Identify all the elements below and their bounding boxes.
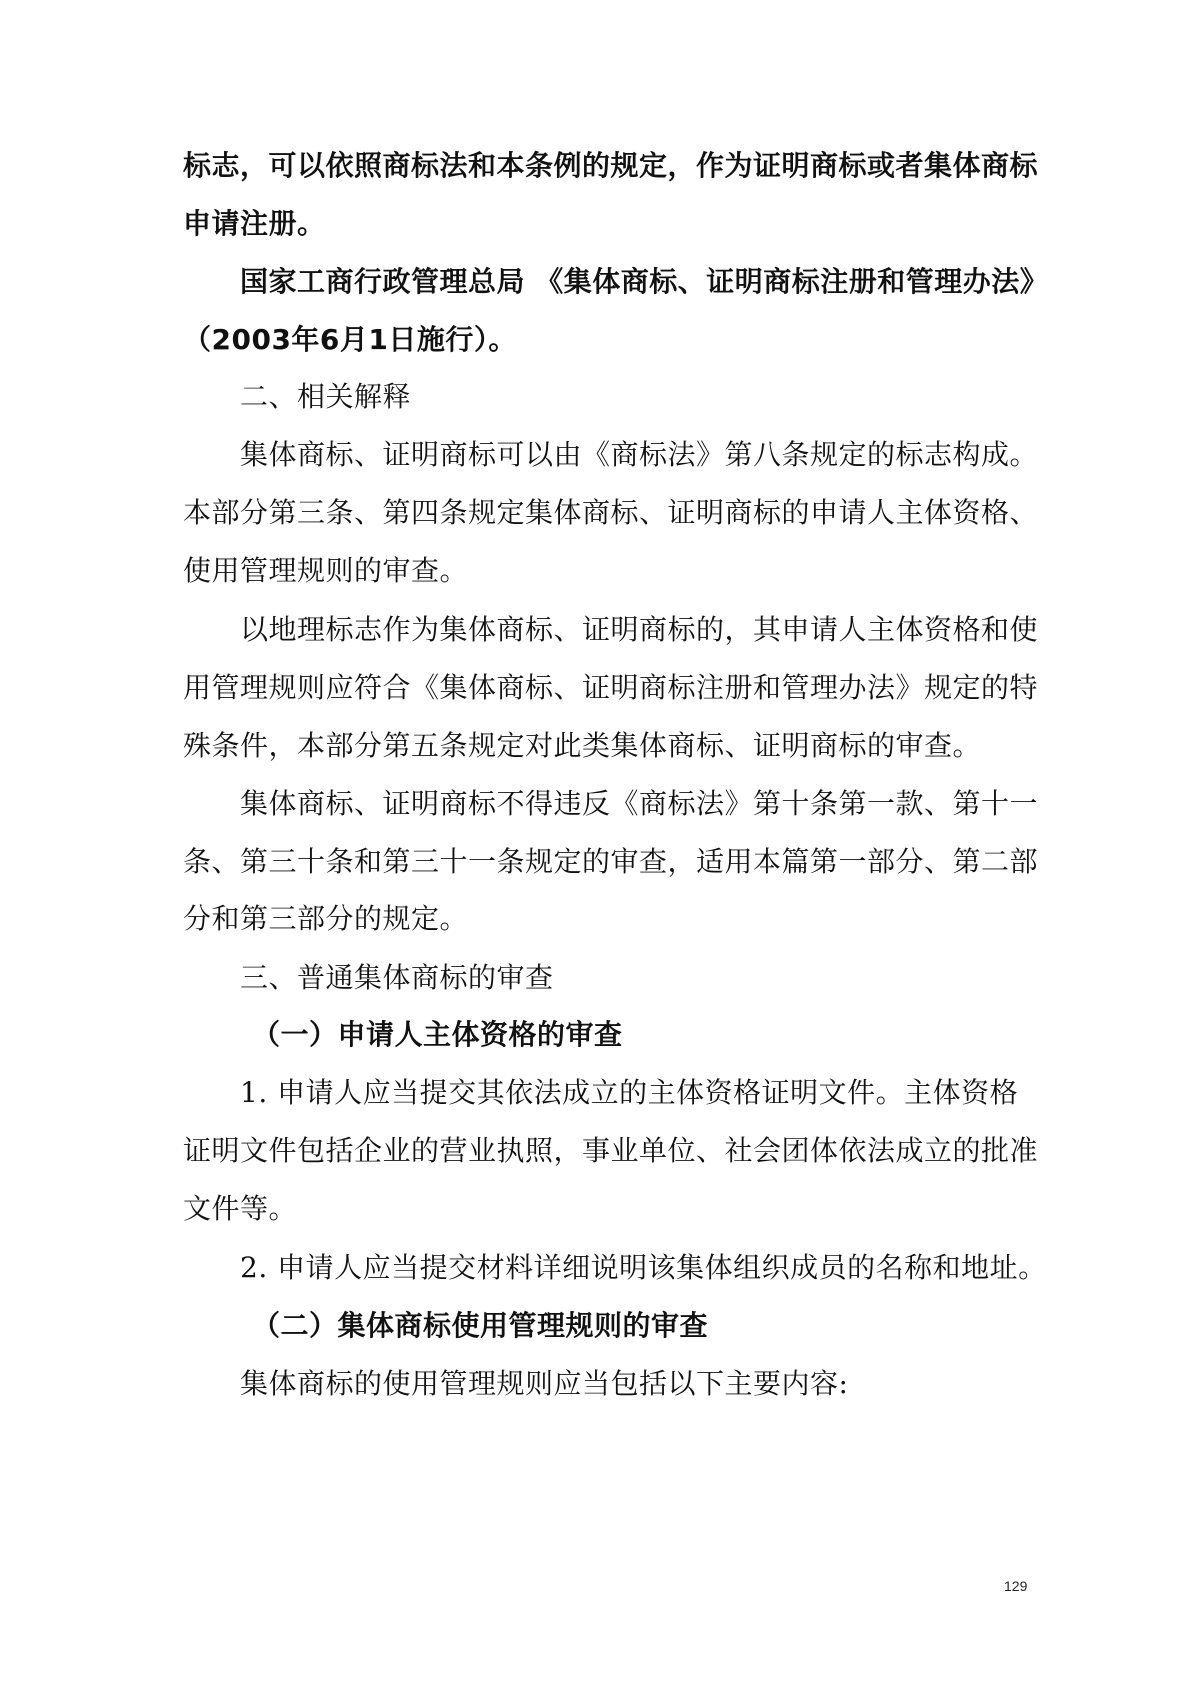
page-number: 129 (1004, 1578, 1028, 1594)
paragraph-line: 使用管理规则的审查。 (183, 554, 469, 587)
subsection-heading: （一）申请人主体资格的审查 (252, 1018, 623, 1051)
paragraph-line: 殊条件，本部分第五条规定对此类集体商标、证明商标的审查。 (183, 729, 982, 762)
paragraph-line: 申请注册。 (183, 207, 326, 240)
paragraph-line: 分和第三部分的规定。 (183, 902, 469, 935)
paragraph-line: （2003年6月1日施行）。 (183, 323, 517, 356)
paragraph-line: 文件等。 (183, 1192, 298, 1225)
subsection-heading: （二）集体商标使用管理规则的审查 (252, 1309, 709, 1342)
paragraph-line: 用管理规则应符合《集体商标、证明商标注册和管理办法》规定的特 (183, 671, 1039, 704)
paragraph-line: 证明文件包括企业的营业执照，事业单位、社会团体依法成立的批准 (183, 1134, 1039, 1167)
paragraph-line: 集体商标、证明商标可以由《商标法》第八条规定的标志构成。 (240, 438, 1039, 471)
paragraph-line: 标志，可以依照商标法和本条例的规定，作为证明商标或者集体商标 (183, 149, 1039, 182)
paragraph-line: 2. 申请人应当提交材料详细说明该集体组织成员的名称和地址。 (240, 1251, 1047, 1284)
paragraph-line: 条、第三十条和第三十一条规定的审查，适用本篇第一部分、第二部 (183, 845, 1039, 878)
paragraph-line: 国家工商行政管理总局 《集体商标、证明商标注册和管理办法》 (240, 265, 1049, 298)
paragraph-line: 以地理标志作为集体商标、证明商标的，其申请人主体资格和使 (240, 613, 1039, 646)
paragraph-line: 集体商标、证明商标不得违反《商标法》第十条第一款、第十一 (240, 787, 1039, 820)
section-heading: 三、普通集体商标的审查 (240, 961, 554, 994)
paragraph-line: 集体商标的使用管理规则应当包括以下主要内容: (240, 1367, 849, 1400)
paragraph-line: 本部分第三条、第四条规定集体商标、证明商标的申请人主体资格、 (183, 496, 1039, 529)
paragraph-line: 1. 申请人应当提交其依法成立的主体资格证明文件。主体资格 (240, 1076, 1019, 1109)
section-heading: 二、相关解释 (240, 380, 412, 413)
